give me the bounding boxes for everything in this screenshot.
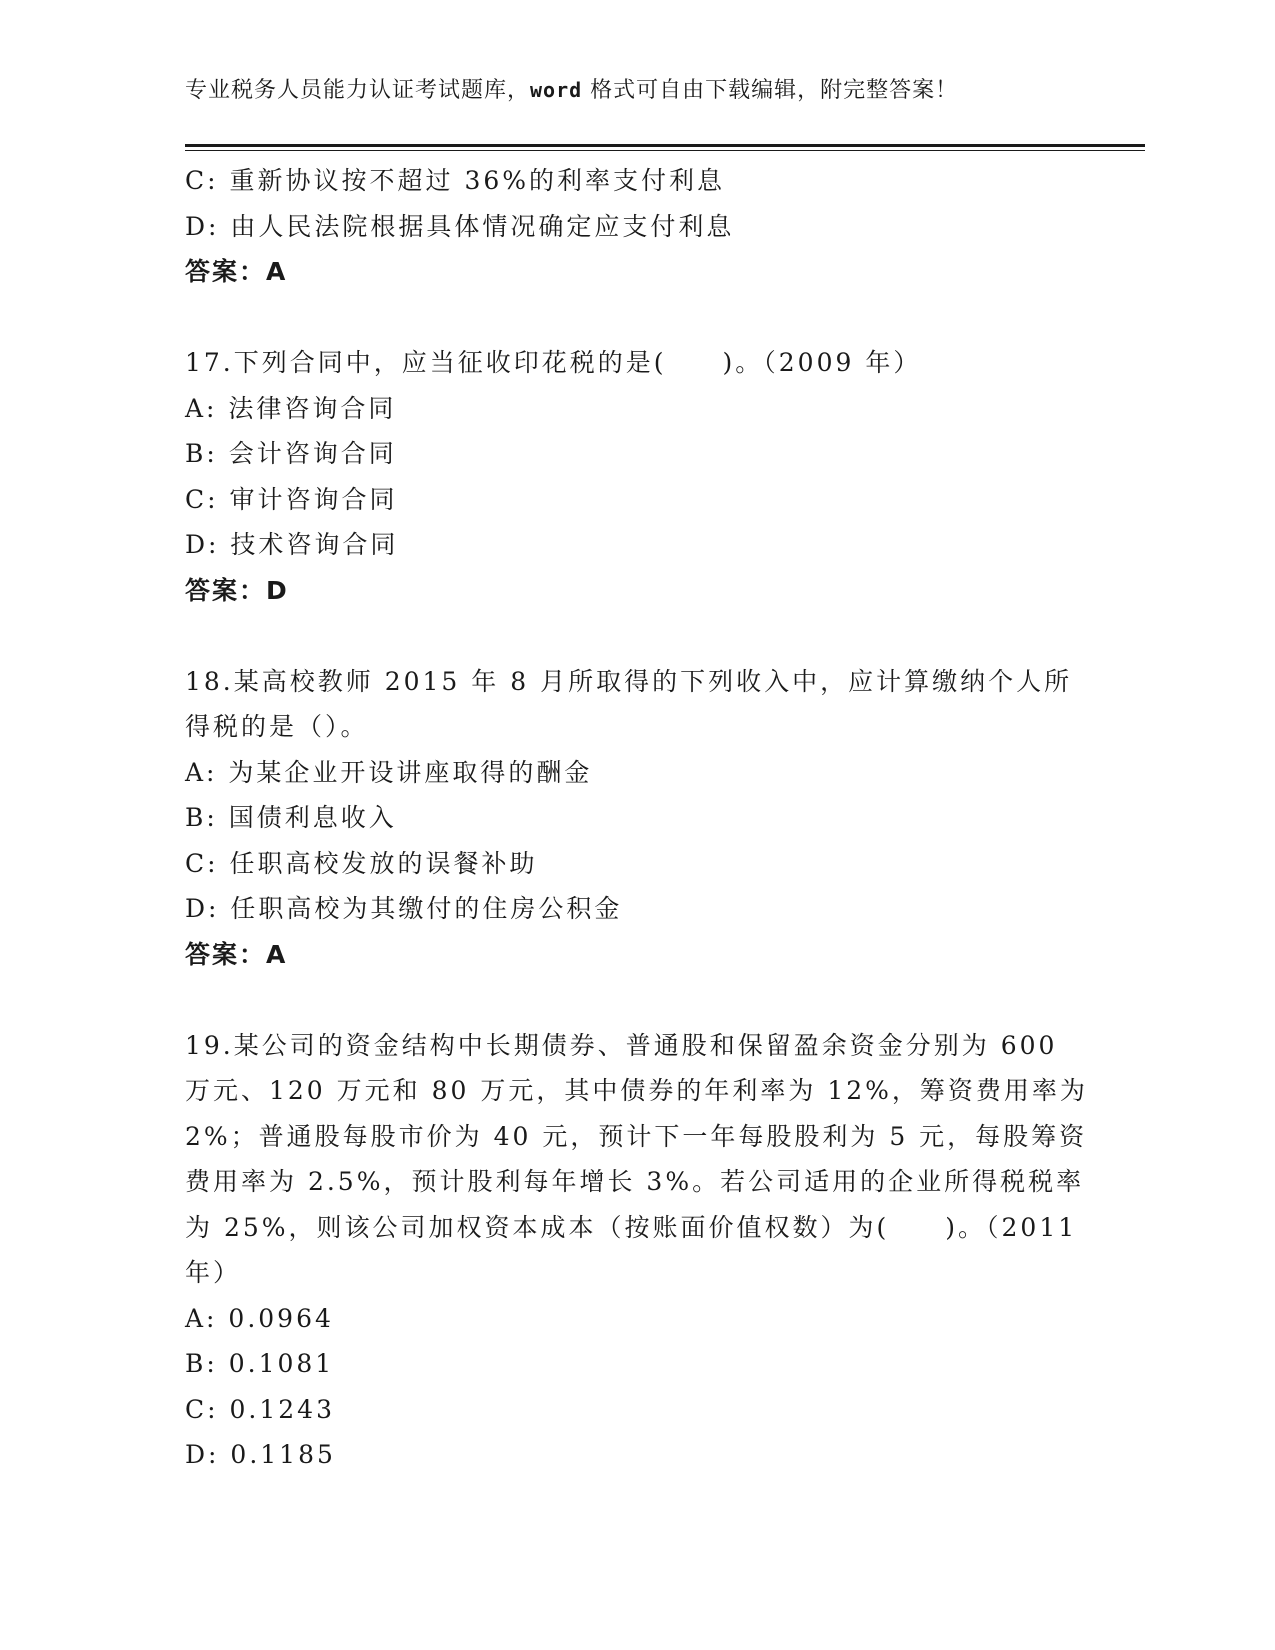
question-stem-line: 年）	[185, 1258, 242, 1287]
option-a: A: 0.0964	[185, 1303, 334, 1333]
question-stem-line: 19.某公司的资金结构中长期债券、普通股和保留盈余资金分别为 600	[185, 1030, 1058, 1060]
option-d: D: 0.1185	[185, 1440, 336, 1469]
option-c: C: 审计咨询合同	[185, 484, 398, 514]
question-16-tail	[185, 158, 1065, 295]
question-stem-line: 为 25%，则该公司加权资本成本（按账面价值权数）为( )。（2011	[185, 1212, 1078, 1242]
option-d: D: 任职高校为其缴付的住房公积金	[185, 894, 623, 923]
header-rule-thin	[185, 150, 1145, 151]
question-17	[185, 340, 1065, 613]
option-a: A: 为某企业开设讲座取得的酬金	[185, 757, 593, 787]
option-c: C: 任职高校发放的误餐补助	[185, 848, 538, 878]
spacer	[185, 613, 1065, 659]
option-c: C: 0.1243	[185, 1394, 335, 1424]
spacer	[185, 977, 1065, 1023]
header-text-pre: 专业税务人员能力认证考试题库，	[185, 78, 531, 103]
question-stem-line: 得税的是（）。	[185, 712, 369, 741]
spacer	[185, 295, 1065, 341]
question-stem-line: 2%；普通股每股市价为 40 元，预计下一年每股股利为 5 元，每股筹资	[185, 1121, 1088, 1151]
option-b: B: 会计咨询合同	[185, 439, 397, 468]
question-content	[185, 158, 1088, 1478]
option-d: D: 技术咨询合同	[185, 530, 399, 559]
option-d: D: 由人民法院根据具体情况确定应支付利息	[185, 211, 735, 241]
question-stem-line: 万元、120 万元和 80 万元，其中债券的年利率为 12%，筹资费用率为	[185, 1076, 1088, 1105]
answer-line: 答案：A	[185, 939, 288, 969]
question-stem-line: 费用率为 2.5%，预计股利每年增长 3%。若公司适用的企业所得税税率	[185, 1167, 1085, 1196]
question-stem-line: 18.某高校教师 2015 年 8 月所取得的下列收入中，应计算缴纳个人所	[185, 666, 1073, 696]
page-header	[185, 72, 1145, 109]
answer-line: 答案：D	[185, 575, 289, 605]
header-text-word: word	[530, 78, 583, 102]
option-b: B: 国债利息收入	[185, 803, 397, 832]
header-rule-thick	[185, 144, 1145, 147]
header-text-post: 格式可自由下载编辑，附完整答案！	[582, 78, 959, 103]
question-19	[185, 1023, 1088, 1478]
option-c: C: 重新协议按不超过 36%的利率支付利息	[185, 166, 726, 195]
option-a: A: 法律咨询合同	[185, 393, 397, 423]
question-stem: 17.下列合同中，应当征收印花税的是( )。（2009 年）	[185, 348, 922, 377]
option-b: B: 0.1081	[185, 1349, 335, 1378]
answer-line: 答案：A	[185, 257, 288, 286]
question-18	[185, 659, 1073, 978]
